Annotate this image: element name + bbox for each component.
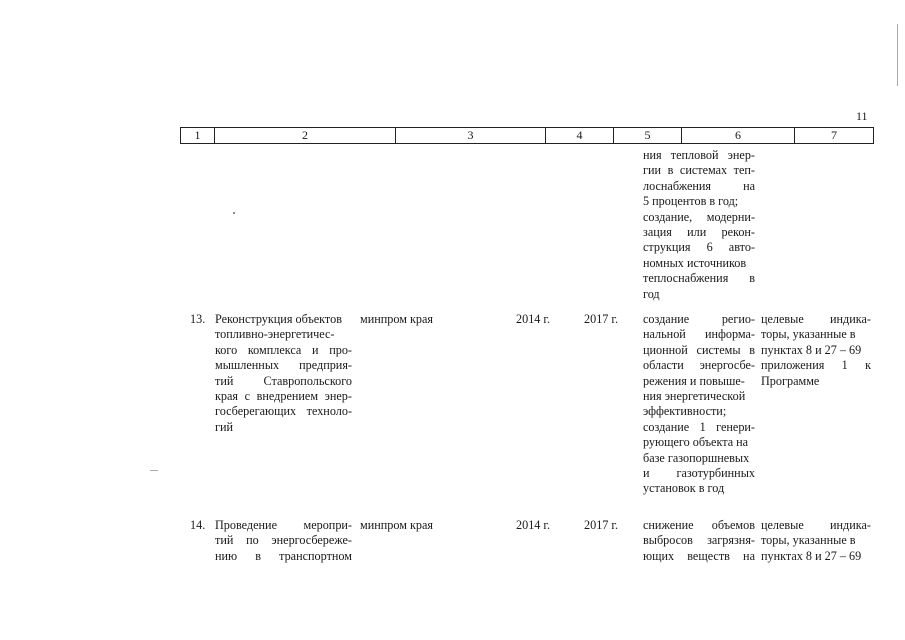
continuation-col6-line bbox=[643, 179, 755, 194]
row-name-col2-line bbox=[215, 327, 352, 342]
row-indicators-col7-line bbox=[761, 518, 871, 533]
row-indicators-col7-line bbox=[761, 327, 871, 342]
row-name-col2-line bbox=[215, 343, 352, 358]
word: 5 процентов в год; bbox=[643, 194, 739, 209]
word: регио- bbox=[721, 312, 755, 326]
word: кого bbox=[215, 342, 238, 357]
row-indicators-col7-line bbox=[761, 358, 871, 373]
word: целевые bbox=[761, 518, 804, 532]
row-indicators-col7-line bbox=[761, 312, 871, 327]
word: снижение bbox=[643, 518, 694, 532]
word: установок в год bbox=[643, 481, 725, 496]
row-name-col2-line bbox=[215, 374, 352, 389]
word: или bbox=[687, 225, 707, 239]
word: в bbox=[749, 342, 755, 357]
row-name-col2-line bbox=[215, 389, 352, 404]
row-result-col6-line bbox=[643, 343, 755, 358]
word: создание bbox=[643, 312, 690, 326]
word: авто- bbox=[728, 240, 755, 255]
continuation-col6-line bbox=[643, 240, 755, 255]
continuation-col6-line bbox=[643, 225, 755, 240]
word: нию bbox=[215, 548, 238, 563]
word: ния bbox=[643, 148, 662, 162]
row-result-col6-line bbox=[643, 389, 755, 404]
continuation-col6-line bbox=[643, 163, 755, 178]
word: генери- bbox=[716, 419, 755, 434]
header-cell-1: 1 bbox=[181, 128, 215, 143]
header-cell-3: 3 bbox=[396, 128, 546, 143]
row-end-year: 2017 г. bbox=[584, 312, 619, 326]
word: индика- bbox=[830, 518, 871, 532]
row-name-col2-line bbox=[215, 420, 352, 435]
row-result-col6-line bbox=[643, 312, 755, 327]
word: про- bbox=[329, 342, 352, 357]
row-result-col6-line bbox=[643, 404, 755, 419]
word: области bbox=[643, 358, 684, 373]
header-cell-5: 5 bbox=[614, 128, 682, 143]
word: системы bbox=[696, 342, 741, 357]
word: теплоснабжения bbox=[643, 271, 729, 286]
row-name-col2-line bbox=[215, 358, 352, 373]
scan-mark bbox=[150, 470, 158, 471]
word: энер- bbox=[324, 389, 352, 403]
continuation-col6-line bbox=[643, 287, 755, 302]
word: индика- bbox=[830, 312, 871, 326]
word: нальной bbox=[643, 327, 686, 342]
word: меропри- bbox=[303, 518, 352, 532]
row-result-col6-line bbox=[643, 451, 755, 466]
word: базе газопоршневых bbox=[643, 450, 750, 465]
word: приложения bbox=[761, 358, 825, 373]
word: системах bbox=[679, 163, 728, 178]
word: торы, указанные в bbox=[761, 327, 856, 342]
word: мышленных bbox=[215, 358, 280, 373]
word: энер- bbox=[727, 148, 755, 162]
row-number: 13. bbox=[190, 312, 206, 326]
word: эффективности; bbox=[643, 404, 727, 419]
word: выбросов bbox=[643, 533, 693, 548]
word: техноло- bbox=[306, 404, 352, 419]
word: к bbox=[865, 358, 871, 373]
continuation-col6-line bbox=[643, 271, 755, 286]
word: рекон- bbox=[721, 225, 755, 239]
row-executor: минпром края bbox=[360, 518, 434, 532]
word: на bbox=[743, 548, 755, 563]
word: предприя- bbox=[299, 358, 352, 373]
word: тий bbox=[215, 373, 234, 388]
word: ционной bbox=[643, 342, 688, 357]
row-number: 14. bbox=[190, 518, 206, 532]
word: газотурбинных bbox=[676, 466, 755, 480]
word: гии bbox=[643, 163, 662, 178]
row-indicators-col7-line bbox=[761, 533, 871, 548]
word: создание, bbox=[643, 209, 693, 224]
word: зация bbox=[643, 225, 672, 239]
word: 6 bbox=[706, 240, 713, 255]
word: комплекса bbox=[247, 342, 302, 357]
row-indicators-col7-line bbox=[761, 549, 871, 564]
header-cell-7: 7 bbox=[831, 128, 837, 142]
row-indicators-col7-line bbox=[761, 374, 871, 389]
word: 1 bbox=[699, 419, 706, 434]
table-header-row bbox=[180, 127, 874, 144]
row-executor: минпром края bbox=[360, 312, 434, 326]
word: тепловой bbox=[670, 148, 719, 162]
word: ния энергетической bbox=[643, 389, 746, 403]
word: в bbox=[255, 548, 262, 563]
row-result-col6-line bbox=[643, 466, 755, 481]
word: Проведение bbox=[215, 518, 277, 532]
word: энергосбе- bbox=[699, 358, 755, 373]
row-result-col6-line bbox=[643, 358, 755, 373]
row-name-col2-line bbox=[215, 518, 352, 533]
page-number: 11 bbox=[856, 109, 868, 123]
word: теп- bbox=[733, 163, 755, 178]
word: энергосбереже- bbox=[271, 533, 352, 548]
header-cell-6: 6 bbox=[682, 128, 795, 143]
word: края bbox=[215, 389, 239, 403]
scan-edge-line bbox=[897, 24, 898, 86]
word: объемов bbox=[711, 518, 755, 532]
word: с bbox=[244, 389, 251, 403]
row-result-col6-line bbox=[643, 549, 755, 564]
row-result-col6-line bbox=[643, 327, 755, 342]
word: лоснабжения bbox=[643, 178, 712, 193]
continuation-col6-line bbox=[643, 148, 755, 163]
word: и bbox=[643, 466, 650, 480]
row-result-col6-line bbox=[643, 533, 755, 548]
word: в bbox=[667, 163, 674, 178]
word: торы, указанные в bbox=[761, 533, 856, 548]
scan-dot bbox=[233, 212, 235, 214]
word: ющих bbox=[643, 548, 675, 563]
header-cell-4: 4 bbox=[546, 128, 614, 143]
word: пунктах 8 и 27 – 69 bbox=[761, 342, 862, 357]
continuation-col6-line bbox=[643, 194, 755, 209]
word: пунктах 8 и 27 – 69 bbox=[761, 548, 862, 563]
word: по bbox=[246, 533, 259, 548]
word: создание bbox=[643, 419, 690, 434]
word: госберегающих bbox=[215, 404, 297, 419]
word: внедрением bbox=[256, 389, 319, 403]
row-indicators-col7-line bbox=[761, 343, 871, 358]
word: и bbox=[312, 342, 319, 357]
word: Программе bbox=[761, 373, 820, 388]
word: год bbox=[643, 286, 660, 301]
word: режения и повыше- bbox=[643, 373, 745, 388]
word: топливно-энергетичес- bbox=[215, 327, 335, 342]
word: рующего объекта на bbox=[643, 435, 749, 450]
word: веществ bbox=[687, 548, 730, 563]
word: загрязня- bbox=[707, 533, 755, 548]
word: тий bbox=[215, 533, 234, 548]
word: на bbox=[743, 178, 755, 193]
word: информа- bbox=[704, 327, 755, 342]
word: струкция bbox=[643, 240, 691, 255]
word: целевые bbox=[761, 312, 804, 326]
word: в bbox=[749, 271, 755, 286]
row-name-col2-line bbox=[215, 533, 352, 548]
header-cell-2: 2 bbox=[215, 128, 396, 143]
row-start-year: 2014 г. bbox=[516, 312, 551, 326]
word: номных источников bbox=[643, 255, 747, 270]
row-result-col6-line bbox=[643, 518, 755, 533]
row-end-year: 2017 г. bbox=[584, 518, 619, 532]
row-name-col2-line bbox=[215, 312, 352, 327]
row-result-col6-line bbox=[643, 420, 755, 435]
row-result-col6-line bbox=[643, 374, 755, 389]
word: Реконструкция объектов bbox=[215, 312, 342, 326]
row-start-year: 2014 г. bbox=[516, 518, 551, 532]
word: 1 bbox=[841, 358, 848, 373]
word: транспортном bbox=[279, 548, 352, 563]
row-name-col2-line bbox=[215, 404, 352, 419]
row-result-col6-line bbox=[643, 481, 755, 496]
word: Ставропольского bbox=[263, 373, 352, 388]
word: модерни- bbox=[706, 209, 755, 224]
continuation-col6-line bbox=[643, 256, 755, 271]
word: гий bbox=[215, 419, 234, 434]
row-name-col2-line bbox=[215, 549, 352, 564]
row-result-col6-line bbox=[643, 435, 755, 450]
continuation-col6-line bbox=[643, 210, 755, 225]
